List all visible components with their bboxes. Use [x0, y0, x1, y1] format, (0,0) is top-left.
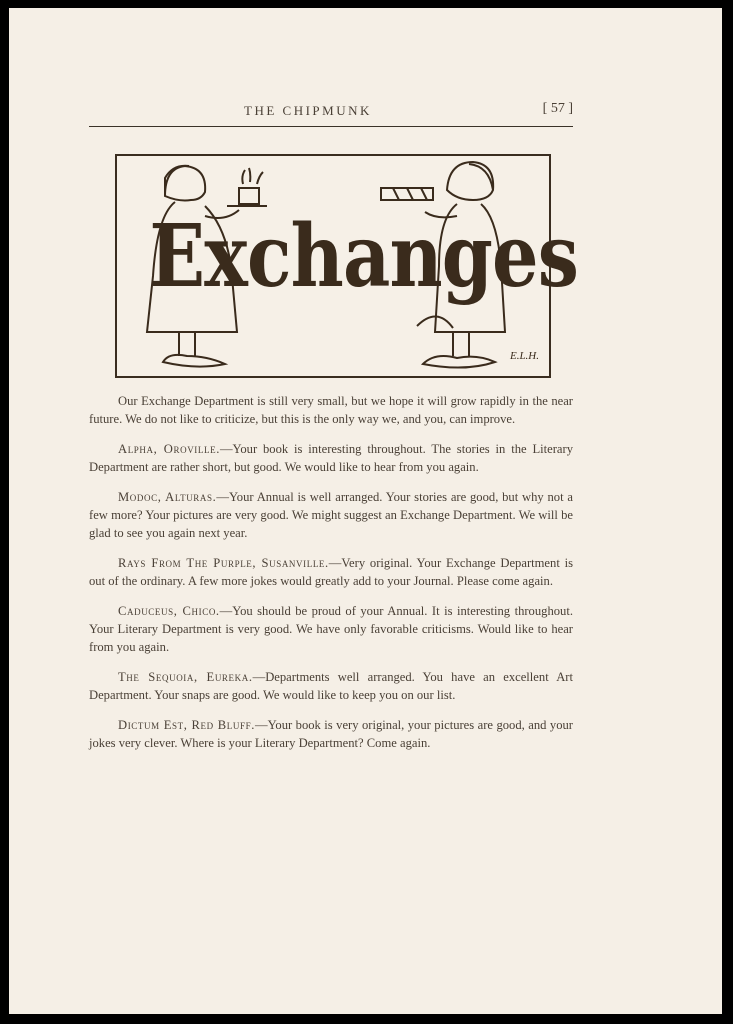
left-figure-legs — [179, 332, 195, 356]
intro-paragraph: Our Exchange Department is still very small, but we hope it will grow rapidly in the near future. We do not like to criticize, but this is the only way we, and you, can improve. — [89, 394, 573, 426]
entry-text: —Very original. Your Exchange Department is out of the ordinary. A few more jokes would greatly add to your Journal. Please come again. — [89, 556, 573, 588]
page-number: [ 57 ] — [542, 101, 573, 116]
exchange-entry — [89, 488, 573, 542]
left-figure-cake — [239, 188, 259, 204]
right-figure-legs — [453, 332, 469, 356]
exchange-entry — [89, 554, 573, 590]
exchange-entry — [89, 440, 573, 476]
exchanges-illustration — [115, 154, 578, 378]
entry-name: Alpha, Oroville. — [118, 442, 220, 456]
entry-text: —Your Annual is well arranged. Your stories are good, but why not a few more? Your pictures are very good. We might suggest an Exchange Department. We will be glad to see you again next year. — [89, 490, 573, 540]
exchange-text — [89, 392, 573, 764]
right-figure-box-stripes — [393, 188, 427, 200]
right-figure-hair — [469, 164, 493, 190]
left-figure-shoes — [163, 355, 225, 367]
right-figure-shoes — [423, 356, 495, 368]
entry-text: —Your book is very original, your pictures are good, and your jokes very clever. Where is your Literary Department? Come again. — [89, 718, 573, 750]
entry-name: The Sequoia, Eureka. — [118, 670, 253, 684]
entry-text: —Your book is interesting throughout. The stories in the Literary Department are rather short, but good. We would like to hear from you again. — [89, 442, 573, 474]
entry-name: Rays From The Purple, Susanville. — [118, 556, 329, 570]
exchange-entry — [89, 602, 573, 656]
entry-name: Modoc, Alturas. — [118, 490, 217, 504]
entry-text: —You should be proud of your Annual. It is interesting throughout. Your Literary Department is very good. We have only favorable criticisms. Would like to hear from you again. — [89, 604, 573, 654]
exchange-entry — [89, 668, 573, 704]
page — [9, 8, 722, 1014]
running-header — [89, 100, 573, 127]
entry-text: —Departments well arranged. You have an excellent Art Department. Your snaps are good. We would like to keep you on our list. — [89, 670, 573, 702]
artist-signature: E.L.H. — [509, 350, 539, 362]
entry-name: Caduceus, Chico. — [118, 604, 220, 618]
entry-name: Dictum Est, Red Bluff. — [118, 718, 255, 732]
right-figure-head — [447, 162, 493, 200]
left-figure-hair — [165, 166, 189, 196]
exchanges-heading: Exchanges — [149, 206, 578, 307]
left-figure-steam — [242, 168, 263, 184]
exchange-entry — [89, 716, 573, 752]
publication-title: THE CHIPMUNK — [244, 103, 372, 118]
